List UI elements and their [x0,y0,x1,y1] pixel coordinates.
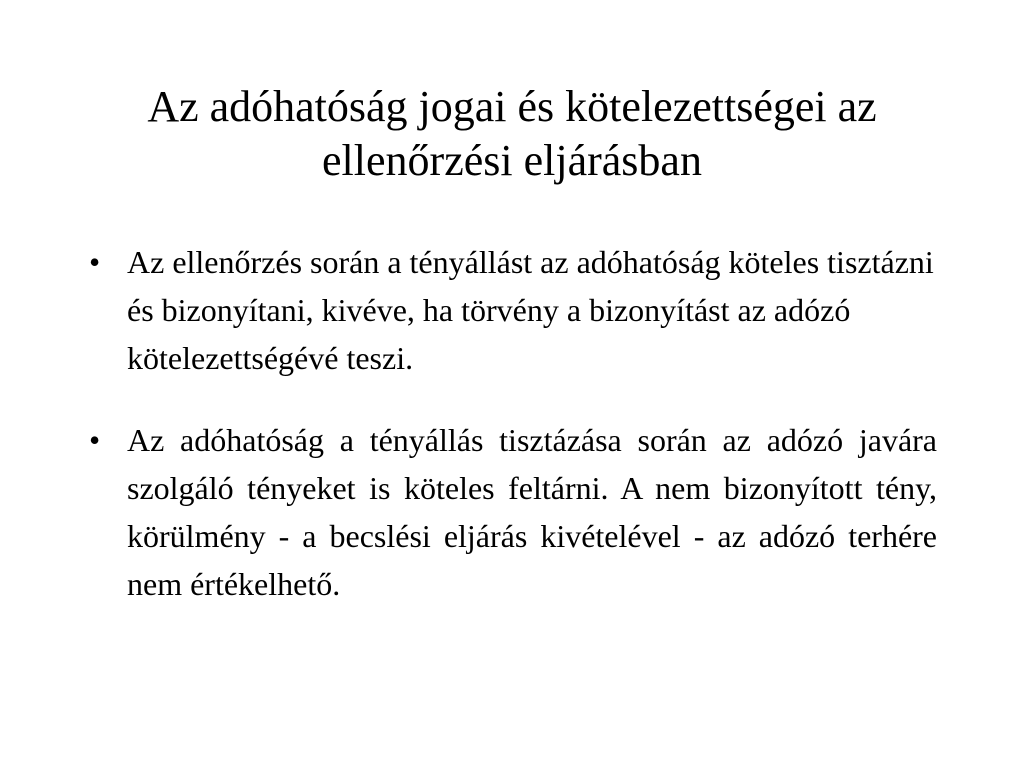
bullet-text: Az adóhatóság a tényállás tisztázása során az adózó javára szolgáló tényeket is köteles feltárni. A nem bizonyított tény, körülmény - a becslési eljárás kivételével - az adózó terhére nem értékelhető. [127,422,937,602]
bullet-item [89,238,947,382]
bullet-item [89,416,937,608]
bullet-list [0,238,1024,608]
bullet-icon: • [89,244,101,280]
bullet-text: Az ellenőrzés során a tényállást az adóhatóság köteles tisztázni és bizonyítani, kivéve, ha törvény a bizonyítást az adózó kötelezettségévé teszi. [127,244,934,376]
bullet-icon: • [89,422,101,458]
slide-title: Az adóhatóság jogai és kötelezettségei az ellenőrzési eljárásban [147,82,877,185]
